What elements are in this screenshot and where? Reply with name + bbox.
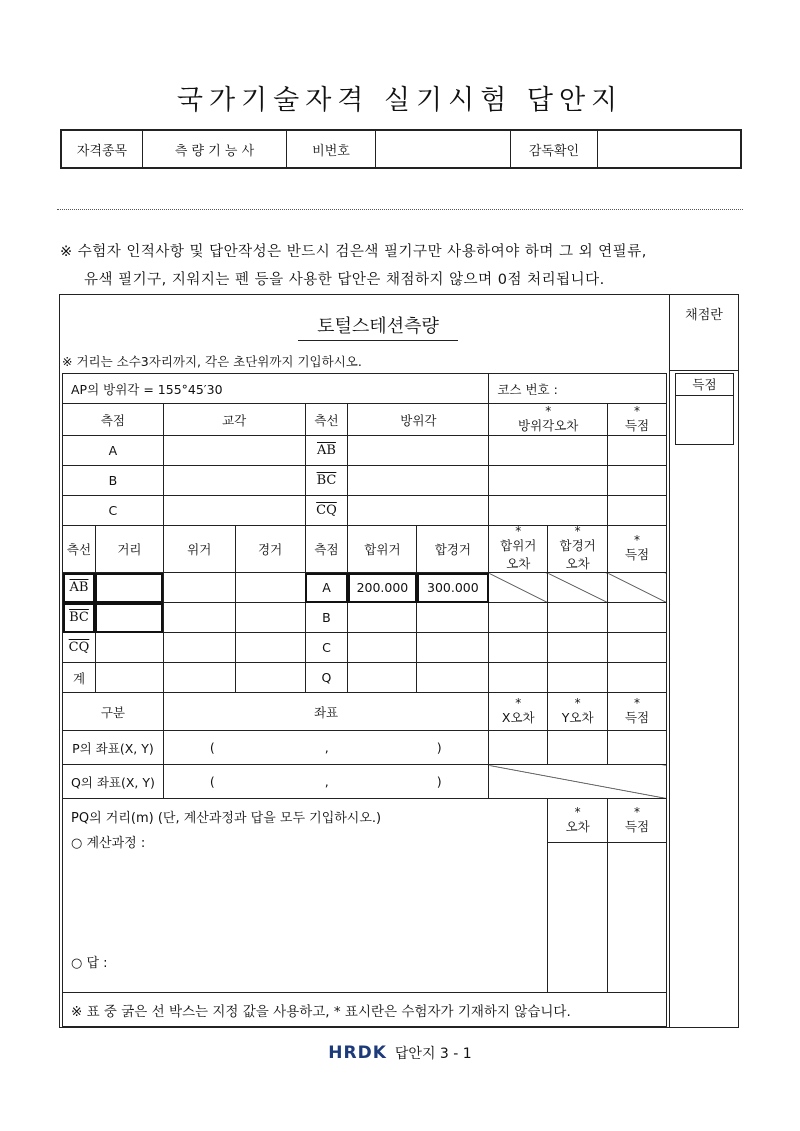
notice-line-1: ※ 수험자 인적사항 및 답안작성은 반드시 검은색 필기구만 사용하여야 하며 그 외 연필류, bbox=[60, 244, 647, 260]
star-mark: * bbox=[634, 533, 641, 547]
azimuth-error-ab bbox=[489, 436, 608, 466]
star-mark: * bbox=[634, 695, 641, 710]
distance-header-score: * 득점 bbox=[608, 799, 667, 843]
coord-header-lat-error: * 합위거 오차 bbox=[489, 526, 548, 573]
dep-error-a bbox=[548, 573, 608, 603]
distance-question-block[interactable] bbox=[63, 799, 548, 993]
distance-cq[interactable] bbox=[95, 633, 163, 663]
star-mark: * bbox=[634, 403, 641, 418]
total-lat-b[interactable] bbox=[348, 603, 417, 633]
result-header-x-error: * X오차 bbox=[489, 693, 548, 731]
azimuth-score-cq bbox=[608, 496, 667, 526]
angle-interior-a[interactable] bbox=[163, 436, 305, 466]
angle-station-a: A bbox=[63, 436, 164, 466]
coord-line-cq: $\overline{CQ}$ bbox=[63, 633, 96, 663]
lat-error-a bbox=[489, 573, 548, 603]
angle-station-c: C bbox=[63, 496, 164, 526]
angle-header-line: 측선 bbox=[305, 404, 348, 436]
q-coord-field[interactable]: ( , ) bbox=[163, 765, 489, 799]
total-dep-c[interactable] bbox=[417, 633, 489, 663]
coord-header-total-dep: 합경거 bbox=[417, 526, 489, 573]
notice bbox=[60, 238, 750, 294]
dep-error-c bbox=[548, 633, 608, 663]
coord-header-total-lat: 합위거 bbox=[348, 526, 417, 573]
departure-ab[interactable] bbox=[235, 573, 305, 603]
coord-line-ab: $\overline{AB}$ bbox=[63, 573, 96, 603]
coord-station-q: Q bbox=[305, 663, 348, 693]
angle-line-bc: $\overline{BC}$ bbox=[305, 466, 348, 496]
angle-header-azimuth-error: * 방위각오차 bbox=[489, 404, 608, 436]
coord-header-line: 측선 bbox=[63, 526, 96, 573]
azimuth-score-bc bbox=[608, 466, 667, 496]
total-lat-a: 200.000 bbox=[348, 573, 417, 603]
latitude-bc[interactable] bbox=[163, 603, 235, 633]
latitude-total[interactable] bbox=[163, 663, 235, 693]
distance-total[interactable] bbox=[95, 663, 163, 693]
total-dep-a: 300.000 bbox=[417, 573, 489, 603]
coord-header-score: * 득점 bbox=[608, 526, 667, 573]
lat-error-b bbox=[489, 603, 548, 633]
angle-header-score: * 득점 bbox=[608, 404, 667, 436]
angle-line-cq: $\overline{CQ}$ bbox=[305, 496, 348, 526]
p-coord-label: P의 좌표(X, Y) bbox=[63, 731, 164, 765]
latitude-cq[interactable] bbox=[163, 633, 235, 663]
distance-question: PQ의 거리(m) (단, 계산과정과 답을 모두 기입하시오.) bbox=[71, 811, 382, 826]
answer-grid bbox=[62, 373, 667, 1027]
coord-header-station: 측점 bbox=[305, 526, 348, 573]
azimuth-bc[interactable] bbox=[348, 466, 489, 496]
coord-line-total: 계 bbox=[63, 663, 96, 693]
hrdk-logo: HRDK bbox=[328, 1043, 387, 1063]
star-mark: * bbox=[634, 804, 641, 819]
coord-line-bc: $\overline{BC}$ bbox=[63, 603, 96, 633]
process-label: ○ 계산과정 : bbox=[71, 836, 146, 851]
page-title: 국가기술자격 실기시험 답안지 bbox=[176, 85, 624, 116]
coord-score-c bbox=[608, 633, 667, 663]
star-mark: * bbox=[574, 804, 581, 819]
distance-bc[interactable] bbox=[95, 603, 163, 633]
coord-score-b bbox=[608, 603, 667, 633]
bottom-note: ※ 표 중 굵은 선 박스는 지정 값을 사용하고, * 표시란은 수험자가 기재하지 않습니다. bbox=[63, 993, 667, 1027]
departure-cq[interactable] bbox=[235, 633, 305, 663]
result-header-y-error: * Y오차 bbox=[548, 693, 608, 731]
supervisor-label: 감독확인 bbox=[511, 130, 598, 168]
total-lat-c[interactable] bbox=[348, 633, 417, 663]
angle-interior-c[interactable] bbox=[163, 496, 305, 526]
lat-error-c bbox=[489, 633, 548, 663]
score-column-label: 채점란 bbox=[685, 308, 723, 323]
star-mark: * bbox=[574, 695, 581, 710]
azimuth-score-ab bbox=[608, 436, 667, 466]
coord-header-departure: 경거 bbox=[235, 526, 305, 573]
result-header-score: * 득점 bbox=[608, 693, 667, 731]
departure-bc[interactable] bbox=[235, 603, 305, 633]
distance-score bbox=[608, 843, 667, 993]
azimuth-ab[interactable] bbox=[348, 436, 489, 466]
distance-ab[interactable] bbox=[95, 573, 163, 603]
angle-header-azimuth: 방위각 bbox=[348, 404, 489, 436]
p-y-error bbox=[548, 731, 608, 765]
dotted-divider bbox=[57, 209, 743, 210]
coord-header-latitude: 위거 bbox=[163, 526, 235, 573]
footer bbox=[0, 1043, 800, 1063]
ap-azimuth: AP의 방위각 = 155°45′30 bbox=[63, 374, 489, 404]
star-mark: * bbox=[574, 525, 581, 538]
total-lat-q[interactable] bbox=[348, 663, 417, 693]
star-mark: * bbox=[515, 695, 522, 710]
result-header-category: 구분 bbox=[63, 693, 164, 731]
distance-error bbox=[548, 843, 608, 993]
coord-score-q bbox=[608, 663, 667, 693]
notice-line-2: 유색 필기구, 지워지는 펜 등을 사용한 답안은 채점하지 않으며 0점 처리됩니다. bbox=[84, 272, 605, 288]
q-coord-label: Q의 좌표(X, Y) bbox=[63, 765, 164, 799]
azimuth-error-cq bbox=[489, 496, 608, 526]
score-divider bbox=[669, 370, 739, 371]
q-error-diagonal bbox=[489, 765, 667, 799]
angle-header-interior: 교각 bbox=[163, 404, 305, 436]
angle-interior-b[interactable] bbox=[163, 466, 305, 496]
azimuth-cq[interactable] bbox=[348, 496, 489, 526]
coord-score-a bbox=[608, 573, 667, 603]
answer-label: ○ 답 : bbox=[71, 956, 108, 971]
coord-station-b: B bbox=[305, 603, 348, 633]
dep-error-q bbox=[548, 663, 608, 693]
distance-header-error: * 오차 bbox=[548, 799, 608, 843]
number-label: 비번호 bbox=[287, 130, 376, 168]
score-box-label: 득점 bbox=[675, 375, 734, 396]
p-x-error bbox=[489, 731, 548, 765]
course-number[interactable]: 코스 번호 : bbox=[489, 374, 667, 404]
coord-header-distance: 거리 bbox=[95, 526, 163, 573]
dep-error-b bbox=[548, 603, 608, 633]
coord-header-dep-error: * 합경거 오차 bbox=[548, 526, 608, 573]
section-title: 토털스테션측량 bbox=[298, 312, 458, 341]
qualification-label: 자격종목 bbox=[61, 130, 143, 168]
latitude-ab[interactable] bbox=[163, 573, 235, 603]
supervisor-field[interactable] bbox=[598, 130, 742, 168]
star-mark: * bbox=[545, 403, 552, 418]
p-coord-field[interactable]: ( , ) bbox=[163, 731, 489, 765]
azimuth-error-bc bbox=[489, 466, 608, 496]
total-dep-q[interactable] bbox=[417, 663, 489, 693]
page-number: 답안지 3 - 1 bbox=[394, 1046, 472, 1062]
coord-station-a: A bbox=[305, 573, 348, 603]
p-score bbox=[608, 731, 667, 765]
star-mark: * bbox=[515, 525, 522, 538]
number-field[interactable] bbox=[376, 130, 511, 168]
result-header-coords: 좌표 bbox=[163, 693, 489, 731]
lat-error-q bbox=[489, 663, 548, 693]
qualification-value: 측 량 기 능 사 bbox=[143, 130, 287, 168]
exam-header-table bbox=[60, 129, 742, 169]
angle-line-ab: $\overline{AB}$ bbox=[305, 436, 348, 466]
instruction: ※ 거리는 소수3자리까지, 각은 초단위까지 기입하시오. bbox=[62, 354, 362, 369]
coord-station-c: C bbox=[305, 633, 348, 663]
departure-total[interactable] bbox=[235, 663, 305, 693]
angle-station-b: B bbox=[63, 466, 164, 496]
angle-header-station: 측점 bbox=[63, 404, 164, 436]
total-dep-b[interactable] bbox=[417, 603, 489, 633]
